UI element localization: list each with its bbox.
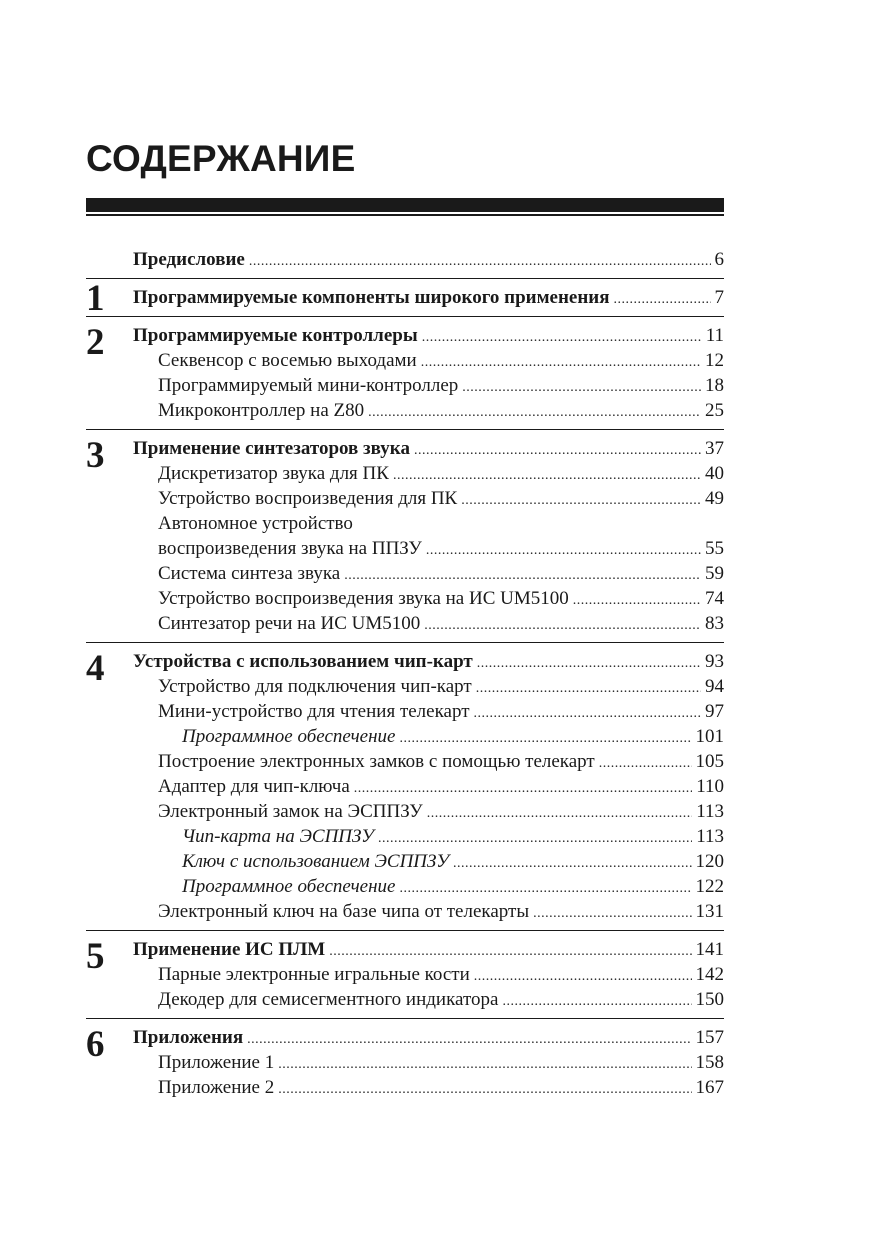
toc-entry-title: Электронный замок на ЭСППЗУ (158, 801, 423, 822)
toc-entry-page: 113 (696, 826, 724, 847)
toc-entry-title: Программируемые компоненты широкого применения (133, 287, 610, 308)
leader-dots (424, 613, 701, 638)
toc-entry-page: 25 (705, 400, 724, 421)
toc-entry-title: Ключ с использованием ЭСППЗУ (182, 851, 449, 872)
page-title: СОДЕРЖАНИЕ (86, 138, 356, 179)
toc-entry-page: 55 (705, 538, 724, 559)
leader-dots (421, 350, 701, 375)
toc-entry-section (86, 461, 724, 486)
leader-dots (474, 701, 701, 726)
chapter-number: 6 (86, 1024, 105, 1065)
toc-entry-page: 74 (705, 588, 724, 609)
leader-dots (426, 538, 701, 563)
leader-dots (278, 1052, 691, 1077)
toc-chapter-1 (86, 278, 724, 319)
toc-entry-title: Дискретизатор звука для ПК (158, 463, 389, 484)
toc-entry-page: 83 (705, 613, 724, 634)
leader-dots (477, 651, 701, 676)
toc-entry-subsection (86, 849, 724, 874)
leader-dots (399, 876, 691, 901)
toc-entry-page: 141 (695, 939, 724, 960)
toc-entry-section (86, 799, 724, 824)
toc-entry-preface (86, 247, 724, 272)
title-rule-thick (86, 198, 724, 212)
leader-dots (476, 676, 701, 701)
toc-entry-page: 150 (695, 989, 724, 1010)
toc-entry-page: 94 (705, 676, 724, 697)
chapter-number: 5 (86, 936, 105, 977)
chapter-number: 4 (86, 648, 105, 689)
leader-dots (474, 964, 692, 989)
toc-entry-title: Устройство для подключения чип-карт (158, 676, 472, 697)
toc-entry-page: 167 (695, 1077, 724, 1098)
leader-dots (414, 438, 701, 463)
toc-preface (86, 244, 724, 278)
leader-dots (614, 287, 711, 312)
toc-entry-page: 157 (695, 1027, 724, 1048)
toc-entry-section (86, 774, 724, 799)
toc-entry-section (86, 899, 724, 924)
toc-entry-title: Устройство воспроизведения для ПК (158, 488, 458, 509)
leader-dots (329, 939, 691, 964)
toc-entry-title: Автономное устройство (158, 513, 353, 534)
toc-entry-section (86, 699, 724, 724)
leader-dots (378, 826, 692, 851)
toc-chapter-3 (86, 429, 724, 642)
toc-entry-section (86, 536, 724, 561)
toc-entry-page: 142 (695, 964, 724, 985)
title-rule-thin (86, 214, 724, 216)
toc-entry-section (86, 962, 724, 987)
toc-chapter-2 (86, 316, 724, 429)
leader-dots (399, 726, 691, 751)
toc-entry-page: 113 (696, 801, 724, 822)
chapter-number: 1 (86, 278, 105, 319)
toc-entry-title: Приложения (133, 1027, 244, 1048)
toc-entry-title: Секвенсор с восемью выходами (158, 350, 417, 371)
toc-chapter-6 (86, 1018, 724, 1106)
leader-dots (368, 400, 701, 425)
leader-dots (354, 776, 692, 801)
toc-entry-title: воспроизведения звука на ППЗУ (158, 538, 422, 559)
toc-entry-title: Мини-устройство для чтения телекарт (158, 701, 470, 722)
leader-dots (573, 588, 701, 613)
toc-entry-title: Чип-карта на ЭСППЗУ (182, 826, 374, 847)
toc-entry-title: Адаптер для чип-ключа (158, 776, 350, 797)
toc-entry-title: Применение ИС ПЛМ (133, 939, 326, 960)
toc-entry-page: 7 (714, 287, 724, 308)
leader-dots (462, 375, 701, 400)
toc-entry-title: Приложение 2 (158, 1077, 275, 1098)
toc-entry-section (86, 398, 724, 423)
toc-entry-chapter (86, 937, 724, 962)
toc-entry-chapter (86, 323, 724, 348)
toc-entry-section (86, 749, 724, 774)
toc-entry-title: Приложение 1 (158, 1052, 275, 1073)
toc-entry-chapter (86, 649, 724, 674)
toc-entry-chapter (86, 436, 724, 461)
leader-dots (249, 249, 711, 274)
toc-entry-page: 93 (705, 651, 724, 672)
toc-entry-section (86, 1075, 724, 1100)
toc-entry-section (86, 373, 724, 398)
toc-entry-title: Построение электронных замков с помощью телекарт (158, 751, 595, 772)
toc-entry-page: 6 (714, 249, 724, 270)
toc-entry-section-line1 (86, 511, 724, 536)
toc-entry-section (86, 486, 724, 511)
toc-entry-title: Система синтеза звука (158, 563, 341, 584)
toc-entry-page: 105 (695, 751, 724, 772)
toc-entry-page: 12 (705, 350, 724, 371)
chapter-number: 2 (86, 322, 105, 363)
leader-dots (461, 488, 701, 513)
toc-entry-title: Программируемый мини-контроллер (158, 375, 459, 396)
toc-entry-section (86, 348, 724, 373)
toc-entry-title: Программируемые контроллеры (133, 325, 418, 346)
toc-entry-title: Программное обеспечение (182, 726, 396, 747)
toc-entry-page: 110 (696, 776, 724, 797)
toc-entry-section (86, 1050, 724, 1075)
toc-entry-chapter (86, 1025, 724, 1050)
toc-entry-page: 11 (705, 325, 724, 346)
toc-entry-page: 49 (705, 488, 724, 509)
toc-entry-page: 37 (705, 438, 724, 459)
toc-entry-section (86, 561, 724, 586)
toc-entry-page: 158 (695, 1052, 724, 1073)
toc-entry-subsection (86, 824, 724, 849)
toc-entry-title: Применение синтезаторов звука (133, 438, 410, 459)
toc-entry-section (86, 611, 724, 636)
leader-dots (344, 563, 701, 588)
leader-dots (533, 901, 691, 926)
toc-entry-title: Программное обеспечение (182, 876, 396, 897)
toc-entry-title: Устройство воспроизведения звука на ИС UM5100 (158, 588, 569, 609)
table-of-contents (86, 244, 724, 1106)
toc-entry-page: 59 (705, 563, 724, 584)
toc-entry-title: Микроконтроллер на Z80 (158, 400, 365, 421)
leader-dots (427, 801, 693, 826)
toc-entry-title: Предисловие (133, 249, 245, 270)
leader-dots (599, 751, 692, 776)
toc-entry-section (86, 586, 724, 611)
leader-dots (422, 325, 702, 350)
toc-entry-page: 120 (695, 851, 724, 872)
leader-dots (393, 463, 701, 488)
leader-dots (502, 989, 691, 1014)
toc-entry-page: 101 (695, 726, 724, 747)
toc-entry-subsection (86, 724, 724, 749)
toc-entry-title: Парные электронные игральные кости (158, 964, 470, 985)
toc-entry-title: Декодер для семисегментного индикатора (158, 989, 499, 1010)
leader-dots (453, 851, 692, 876)
toc-entry-page: 131 (695, 901, 724, 922)
leader-dots (247, 1027, 691, 1052)
toc-entry-title: Электронный ключ на базе чипа от телекарты (158, 901, 530, 922)
toc-entry-title: Синтезатор речи на ИС UM5100 (158, 613, 421, 634)
toc-entry-page: 97 (705, 701, 724, 722)
toc-entry-subsection (86, 874, 724, 899)
toc-chapter-4 (86, 642, 724, 930)
toc-entry-chapter (86, 285, 724, 310)
toc-entry-page: 122 (695, 876, 724, 897)
toc-entry-page: 40 (705, 463, 724, 484)
toc-entry-page: 18 (705, 375, 724, 396)
toc-entry-section (86, 987, 724, 1012)
toc-entry-title: Устройства с использованием чип-карт (133, 651, 473, 672)
leader-dots (278, 1077, 691, 1102)
toc-entry-section (86, 674, 724, 699)
toc-chapter-5 (86, 930, 724, 1018)
chapter-number: 3 (86, 435, 105, 476)
